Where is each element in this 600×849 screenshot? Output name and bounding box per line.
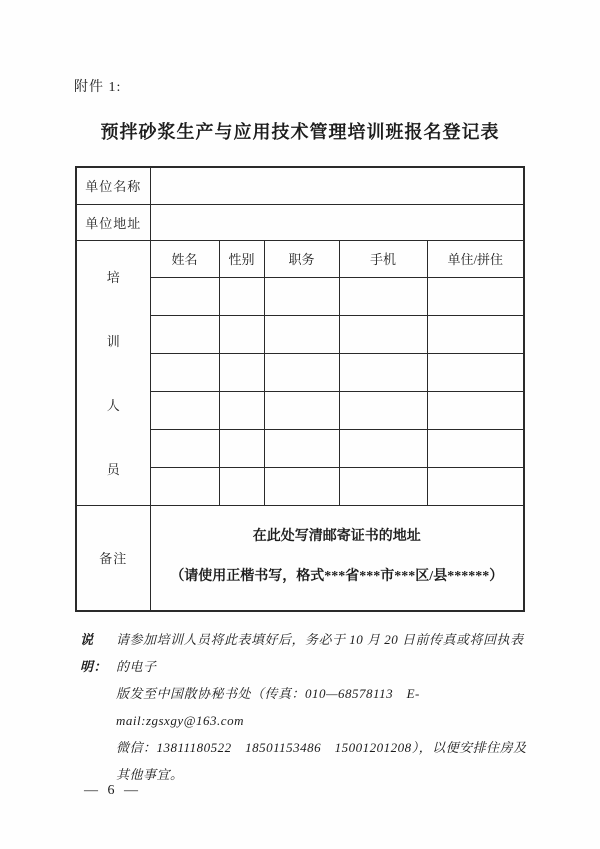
trainee-empty-cell: [427, 353, 524, 391]
trainee-empty-cell: [150, 277, 219, 315]
trainee-empty-cell: [150, 353, 219, 391]
column-header-room: 单住/拼住: [427, 240, 524, 277]
attachment-label: 附件 1:: [74, 80, 122, 95]
column-header-name: 姓名: [150, 240, 219, 277]
trainee-label-char: 人: [106, 397, 120, 413]
trainee-label-char: 训: [106, 334, 120, 350]
trainee-empty-cell: [427, 277, 524, 315]
notes-block: [80, 626, 528, 788]
column-header-mobile: 手机: [339, 240, 427, 277]
notes-label: 说明：: [80, 632, 108, 674]
trainee-label-char: 培: [106, 270, 120, 286]
trainee-empty-cell: [264, 467, 339, 505]
trainee-section-label-cell: [76, 240, 150, 505]
trainee-empty-cell: [264, 277, 339, 315]
trainee-empty-cell: [427, 467, 524, 505]
remarks-line-1: 在此处写清邮寄证书的地址: [252, 528, 421, 544]
trainee-empty-cell: [264, 315, 339, 353]
trainee-empty-cell: [219, 391, 264, 429]
trainee-empty-cell: [150, 391, 219, 429]
trainee-empty-cell: [339, 315, 427, 353]
trainee-empty-cell: [264, 429, 339, 467]
remarks-lines: [151, 525, 524, 591]
trainee-empty-cell: [219, 277, 264, 315]
page-number: — 6 —: [84, 783, 141, 798]
trainee-empty-cell: [339, 467, 427, 505]
remarks-label: 备注: [76, 505, 150, 611]
trainee-empty-cell: [219, 429, 264, 467]
trainee-empty-cell: [264, 391, 339, 429]
registration-form-table: [75, 166, 525, 612]
unit-name-label: 单位名称: [76, 167, 150, 204]
trainee-empty-cell: [339, 391, 427, 429]
column-header-position: 职务: [264, 240, 339, 277]
unit-address-value-cell: [150, 204, 524, 240]
trainee-empty-cell: [219, 467, 264, 505]
notes-line-3: 微信：13811180522 18501153486 15001201208），以便安排住房及其他事宜。: [116, 740, 527, 782]
remarks-line-2: （请使用正楷书写，格式***省***市***区/县******）: [170, 568, 504, 584]
trainee-empty-cell: [427, 429, 524, 467]
notes-line-1: 请参加培训人员将此表填好后，务必于 10 月 20 日前传真或将回执表的电子: [116, 632, 524, 674]
trainee-empty-cell: [219, 315, 264, 353]
page-title: 预拌砂浆生产与应用技术管理培训班报名登记表: [100, 122, 500, 142]
trainee-rows-body: [76, 240, 524, 505]
unit-address-label: 单位地址: [76, 204, 150, 240]
trainee-empty-cell: [264, 353, 339, 391]
trainee-empty-cell: [339, 429, 427, 467]
remarks-row: [76, 505, 524, 611]
trainee-empty-cell: [427, 391, 524, 429]
trainee-empty-cell: [339, 353, 427, 391]
remarks-content-cell: [150, 505, 524, 611]
column-header-gender: 性别: [219, 240, 264, 277]
trainee-empty-cell: [339, 277, 427, 315]
trainee-empty-cell: [150, 467, 219, 505]
notes-line-2: 版发至中国散协秘书处（传真：010—68578113 E-mail:zgsxgy@163.com: [116, 686, 420, 728]
unit-name-value-cell: [150, 167, 524, 204]
trainee-empty-cell: [150, 315, 219, 353]
table-row: [76, 167, 524, 204]
trainee-header-row: [76, 240, 524, 277]
notes-body: [116, 626, 528, 788]
trainee-vertical-label: [77, 245, 150, 500]
trainee-empty-cell: [150, 429, 219, 467]
trainee-empty-cell: [427, 315, 524, 353]
trainee-empty-cell: [219, 353, 264, 391]
trainee-label-char: 员: [106, 461, 120, 477]
table-row: [76, 204, 524, 240]
